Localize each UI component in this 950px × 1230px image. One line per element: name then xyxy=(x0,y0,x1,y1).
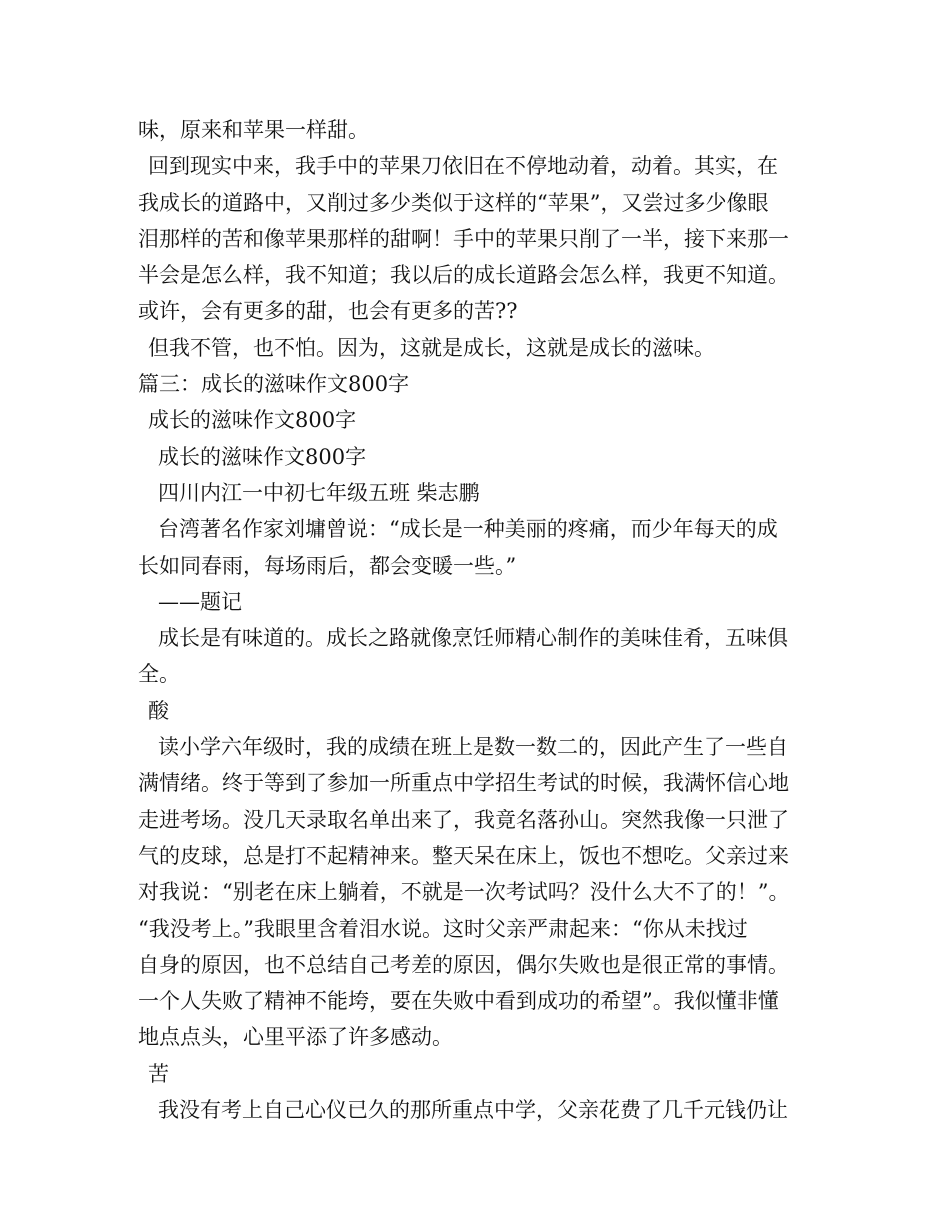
text-line: 气的皮球，总是打不起精神来。整天呆在床上，饭也不想吃。父亲过来 xyxy=(138,843,789,868)
text-line: 或许，会有更多的甜，也会有更多的苦?? xyxy=(138,299,518,324)
text-line: 对我说：“别老在床上躺着，不就是一次考试吗？没什么大不了的！”。 xyxy=(138,880,790,905)
text-line: 地点点头，心里平添了许多感动。 xyxy=(138,1025,453,1050)
text-line: 回到现实中来，我手中的苹果刀依旧在不停地动着，动着。其实，在 xyxy=(148,154,778,179)
text-line: 篇三：成长的滋味作文800字 xyxy=(138,372,410,397)
text-line: 台湾著名作家刘墉曾说：“成长是一种美丽的疼痛，而少年每天的成 xyxy=(158,517,778,542)
text-line: 半会是怎么样，我不知道；我以后的成长道路会怎么样，我更不知道。 xyxy=(138,263,789,288)
text-line: 读小学六年级时，我的成绩在班上是数一数二的，因此产生了一些自 xyxy=(158,735,788,760)
text-line: ——题记 xyxy=(158,589,242,614)
text-line: 满情绪。终于等到了参加一所重点中学招生考试的时候，我满怀信心地 xyxy=(138,771,789,796)
text-line: 成长的滋味作文800字 xyxy=(158,444,367,469)
text-line: 长如同春雨，每场雨后，都会变暖一些。” xyxy=(138,553,517,578)
text-line: 苦 xyxy=(148,1061,169,1086)
text-line: 成长是有味道的。成长之路就像烹饪师精心制作的美味佳肴，五味俱 xyxy=(158,626,788,651)
text-line: “我没考上。”我眼里含着泪水说。这时父亲严肃起来：“你从未找过 xyxy=(138,916,748,941)
text-line: 成长的滋味作文800字 xyxy=(148,408,357,433)
text-line: 味，原来和苹果一样甜。 xyxy=(138,118,369,142)
text-line: 一个人失败了精神不能垮，要在失败中看到成功的希望”。我似懂非懂 xyxy=(138,989,779,1014)
text-line: 全。 xyxy=(138,662,180,687)
text-line: 但我不管，也不怕。因为，这就是成长，这就是成长的滋味。 xyxy=(148,335,715,360)
text-line: 泪那样的苦和像苹果那样的甜啊！手中的苹果只削了一半，接下来那一 xyxy=(138,226,789,251)
text-line: 自身的原因，也不总结自己考差的原因，偶尔失败也是很正常的事情。 xyxy=(138,952,789,977)
text-line: 我没有考上自己心仪已久的那所重点中学，父亲花费了几千元钱仍让 xyxy=(158,1098,788,1123)
text-line: 我成长的道路中，又削过多少类似于这样的“苹果”，又尝过多少像眼 xyxy=(138,190,769,215)
text-line: 四川内江一中初七年级五班 柴志鹏 xyxy=(158,480,480,505)
document-page xyxy=(138,112,828,1128)
text-line: 酸 xyxy=(148,698,169,723)
text-line: 走进考场。没几天录取名单出来了，我竟名落孙山。突然我像一只泄了 xyxy=(138,807,789,832)
